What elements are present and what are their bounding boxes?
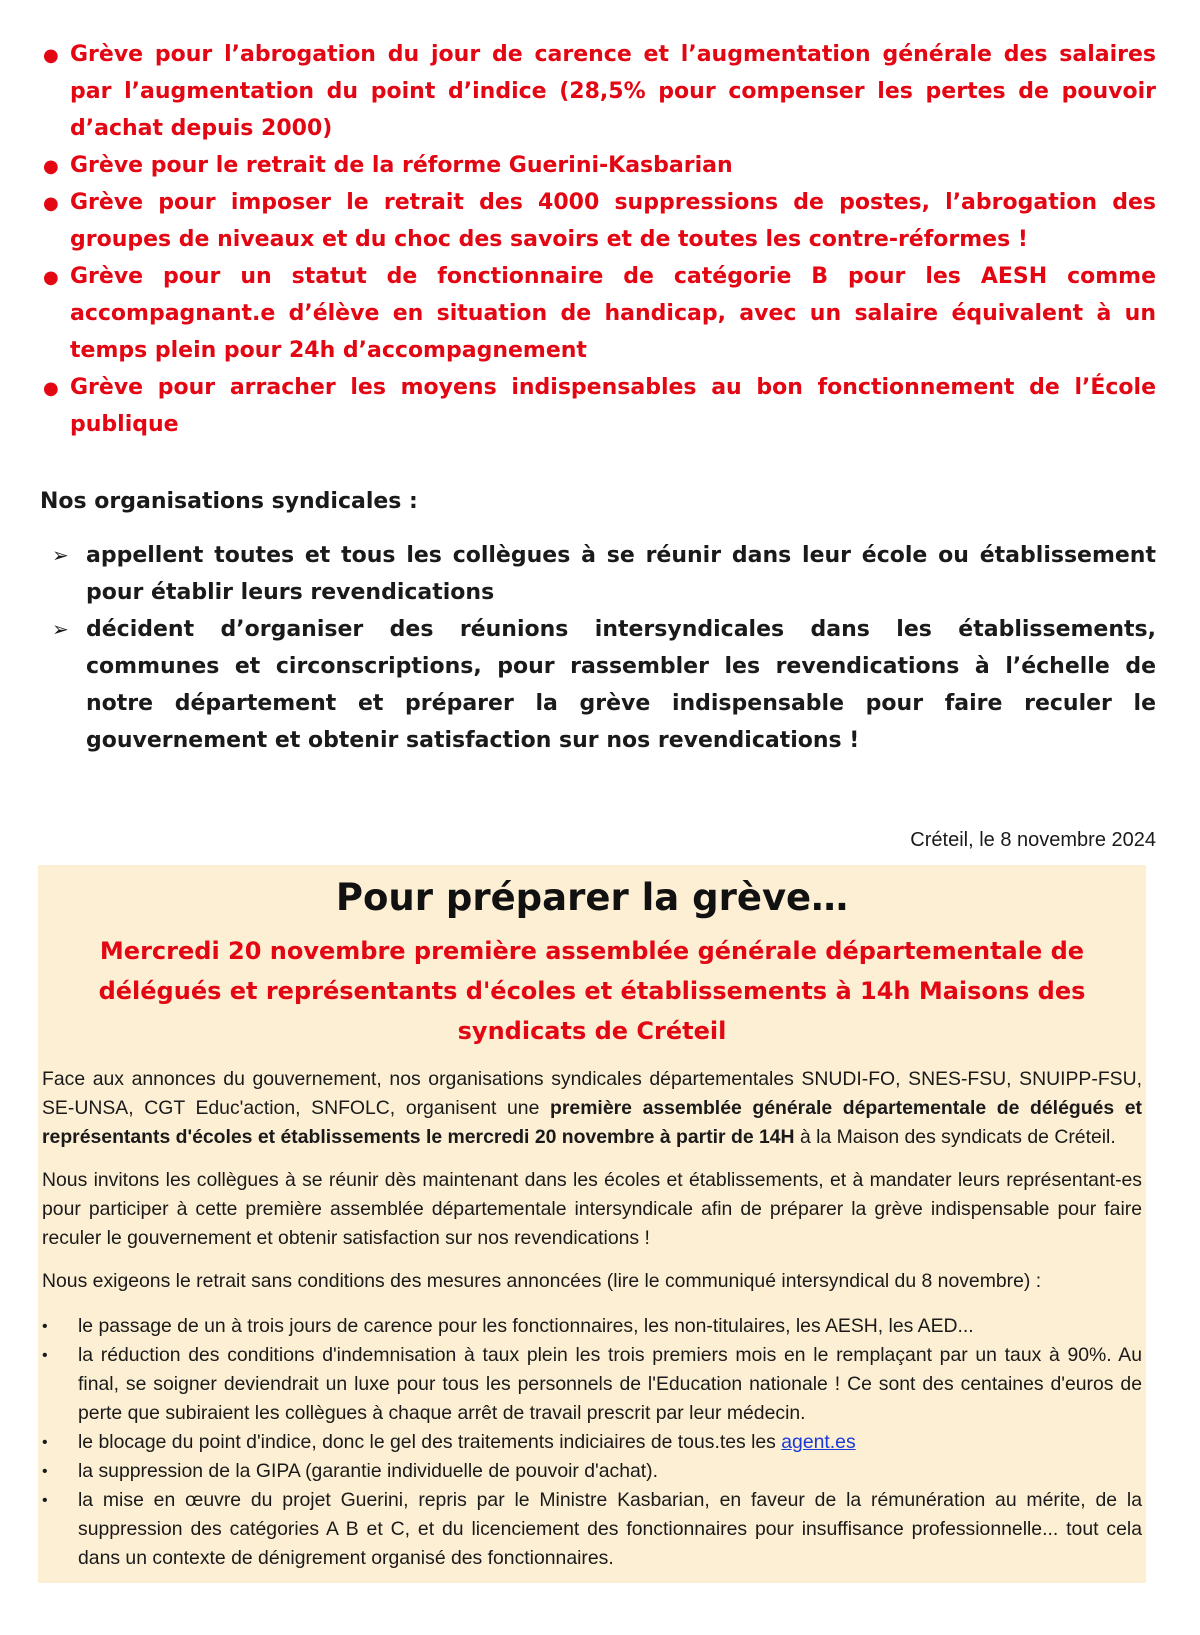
action-item: ➢ appellent toutes et tous les collègues à se réunir dans leur école ou établissement pour établir leurs revendications: [40, 537, 1156, 611]
paragraph-announcement: Face aux annonces du gouvernement, nos organisations syndicales départementales SNUDI-FO, SNES-FSU, SNUIPP-FSU, SE-UNSA, CGT Educ'action, SNFOLC, organisent une première assemblée générale départementale de délégués et représentants d'écoles et établissements le mercredi 20 novembre à partir de 14H à la Maison des syndicats de Créteil.: [42, 1068, 1142, 1148]
arrow-bullet-icon: ➢: [52, 543, 69, 567]
actions-list: [40, 537, 1156, 759]
bullet-icon: •: [42, 1463, 48, 1480]
paragraph-demands-intro: Nous exigeons le retrait sans conditions des mesures annoncées (lire le communiqué intersyndical du 8 novembre) :: [42, 1270, 1042, 1292]
paragraph-invitation: Nous invitons les collègues à se réunir dès maintenant dans les écoles et établissements, et à mandater leurs représentant-es pour participer à cette première assemblée départementale intersyndicale afin de préparer la grève indispensable pour faire reculer le gouvernement et obtenir satisfaction sur nos revendications !: [42, 1169, 1142, 1249]
demand-item: ● Grève pour imposer le retrait des 4000 suppressions de postes, l’abrogation des groupes de niveaux et du choc des savoirs et de toutes les contre-réformes !: [40, 184, 1156, 258]
bullet-icon: •: [42, 1318, 48, 1335]
measure-item: • la réduction des conditions d'indemnisation à taux plein les trois premiers mois en le remplaçant par un taux à 90%. Au final, se soigner deviendrait un luxe pour tous les personnels de l'Education nationale ! Ce sont des centaines d'euros de perte que subiraient les collègues à chaque arrêt de travail prescrit par leur médecin.: [42, 1341, 1142, 1428]
bullet-icon: •: [42, 1434, 48, 1451]
measure-item: • le passage de un à trois jours de carence pour les fonctionnaires, les non-titulaires, les AESH, les AED...: [42, 1312, 1142, 1341]
demand-item: ● Grève pour un statut de fonctionnaire de catégorie B pour les AESH comme accompagnant.e d’élève en situation de handicap, avec un salaire équivalent à un temps plein pour 24h d’accompagnement: [40, 258, 1156, 369]
bullet-icon: •: [42, 1347, 48, 1364]
agents-link[interactable]: agent.es: [781, 1431, 856, 1453]
box-subtitle: Mercredi 20 novembre première assemblée générale départementale de délégués et représentants d'écoles et établissements à 14h Maisons des syndicats de Créteil: [98, 937, 1086, 1045]
action-item: ➢ décident d’organiser des réunions intersyndicales dans les établissements, communes et circonscriptions, pour rassembler les revendications à l’échelle de notre département et préparer la grève indispensable pour faire reculer le gouvernement et obtenir satisfaction sur nos revendications !: [40, 611, 1156, 759]
demand-item: ● Grève pour l’abrogation du jour de carence et l’augmentation générale des salaires par l’augmentation du point d’indice (28,5% pour compenser les pertes de pouvoir d’achat depuis 2000): [40, 36, 1156, 147]
organisations-heading: Nos organisations syndicales :: [40, 489, 418, 514]
box-title: Pour préparer la grève…: [335, 876, 849, 919]
measure-item: • la mise en œuvre du projet Guerini, repris par le Ministre Kasbarian, en faveur de la rémunération au mérite, de la suppression des catégories A B et C, et du licenciement des fonctionnaires pour insuffisance professionnelle... tout cela dans un contexte de dénigrement organisé des fonctionnaires.: [42, 1486, 1142, 1573]
bullet-dot-icon: ●: [43, 267, 59, 288]
demand-item: ● Grève pour arracher les moyens indispensables au bon fonctionnement de l’École publique: [40, 369, 1156, 443]
document-date: Créteil, le 8 novembre 2024: [910, 829, 1156, 851]
measure-item: • la suppression de la GIPA (garantie individuelle de pouvoir d'achat).: [42, 1457, 1142, 1486]
bullet-dot-icon: ●: [43, 156, 59, 177]
demands-list: [40, 36, 1156, 443]
bullet-icon: •: [42, 1492, 48, 1509]
demand-item: ● Grève pour le retrait de la réforme Guerini-Kasbarian: [40, 147, 1156, 184]
strike-preparation-box: [38, 865, 1146, 1583]
measure-item: • le blocage du point d'indice, donc le gel des traitements indiciaires de tous.tes les agent.es: [42, 1428, 1142, 1457]
bullet-dot-icon: ●: [43, 378, 59, 399]
bullet-dot-icon: ●: [43, 193, 59, 214]
measures-list: [42, 1312, 1142, 1573]
arrow-bullet-icon: ➢: [52, 617, 69, 641]
bullet-dot-icon: ●: [43, 45, 59, 66]
document-page: [40, 36, 1156, 1583]
